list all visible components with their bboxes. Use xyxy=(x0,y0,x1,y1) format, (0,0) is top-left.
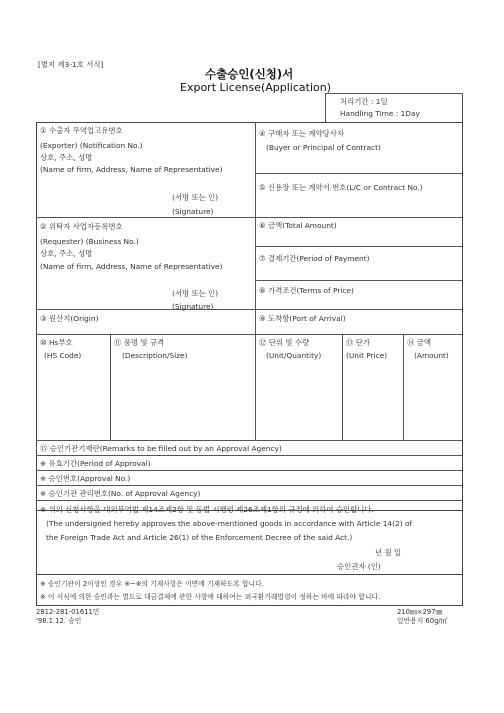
agency-number-label: ※ 승인기관 관리번호(No. of Approval Agency) xyxy=(40,489,201,498)
requester-sign-label-english: (Signature) xyxy=(172,302,214,311)
approval-statement-english-2: the Foreign Trade Act and Article 26(1) of the Enforcement Decree of the said Act.) xyxy=(46,533,353,542)
handling-time-korean: 처리기간 : 1일 xyxy=(340,97,388,106)
column-divider xyxy=(110,334,111,440)
requester-name-label: 상호, 주소, 성명 xyxy=(40,249,93,258)
exporter-label: ① 수출자 무역업고유번호 xyxy=(40,126,123,135)
buyer-label-english: (Buyer or Principal of Contract) xyxy=(266,143,381,152)
row-divider xyxy=(36,485,462,486)
row-divider xyxy=(36,440,462,441)
exporter-sign-label-english: (Signature) xyxy=(172,207,214,216)
row-divider xyxy=(255,246,462,247)
column-divider xyxy=(342,334,343,440)
note-foreign-exchange: ※ 이 서식에 의한 승인과는 별도로 대금결제에 관한 사항에 대하여는 외국환거래법령이 정하는 바에 따라야 합니다. xyxy=(40,593,381,601)
arrival-port-label: ⑨ 도착항(Port of Arrival) xyxy=(259,314,346,323)
approval-statement-english-1: (The undersigned hereby approves the above-mentioned goods in accordance with Article 14(2) of xyxy=(46,519,413,528)
form-title-english: Export License(Application) xyxy=(180,81,332,94)
row-divider xyxy=(255,173,462,174)
approval-number-label: ※ 승인번호(Approval No.) xyxy=(40,474,131,483)
exporter-label-english: (Exporter) (Notification No.) xyxy=(40,141,143,150)
approval-statement: ※ 위의 신청사항을 대외무역법 제14조제2항 및 동법 시행령 제26조제1항의 규정에 의하여 승인합니다. xyxy=(40,505,374,514)
buyer-label: ④ 구매자 또는 계약당사자 xyxy=(259,129,345,138)
note-multiple-agencies: ※ 승인기관이 2이상인 경우 ※~※의 기재사항은 이면에 기재하도록 합니다. xyxy=(40,580,264,588)
unit-price-header-english: (Unit Price) xyxy=(346,351,388,360)
form-title-korean: 수출승인(신청)서 xyxy=(205,67,294,81)
footer-paper-type: 일반용지 60g/㎡ xyxy=(397,617,448,625)
description-header: ⑪ 품명 및 규격 xyxy=(114,338,165,347)
requester-label: ② 위탁자 사업자등록번호 xyxy=(40,222,123,231)
validity-label: ※ 유효기간(Period of Approval) xyxy=(40,459,151,468)
origin-label: ③ 원산지(Origin) xyxy=(40,314,99,323)
requester-label-english: (Requester) (Business No.) xyxy=(40,237,139,246)
requester-sign-label: (서명 또는 인) xyxy=(172,289,219,298)
footer-paper-size: 210㎜×297㎜ xyxy=(397,608,443,616)
row-divider xyxy=(36,217,462,218)
exporter-sign-label: (서명 또는 인) xyxy=(172,193,219,202)
row-divider xyxy=(255,280,462,281)
form-reference: [별지 제3-1호 서식] xyxy=(38,60,104,69)
unit-price-header: ⑬ 단가 xyxy=(346,338,371,347)
exporter-name-label-english: (Name of firm, Address, Name of Representative) xyxy=(40,165,223,174)
exporter-name-label: 상호, 주소, 성명 xyxy=(40,153,93,162)
hs-code-header: ⑩ Hs부호 xyxy=(40,338,73,347)
column-divider xyxy=(403,334,404,440)
payment-period-label: ⑦ 결제기간(Period of Payment) xyxy=(259,254,370,263)
approval-date: 년 월 일 xyxy=(375,548,402,557)
quantity-header: ⑫ 단위 및 수량 xyxy=(259,338,310,347)
total-amount-label: ⑥ 금액(Total Amount) xyxy=(259,221,337,230)
handling-time-english: Handling Time : 1Day xyxy=(340,109,420,118)
row-divider xyxy=(36,309,462,310)
row-divider xyxy=(36,334,462,335)
quantity-header-english: (Unit/Quantity) xyxy=(266,351,322,360)
hs-code-header-english: (HS Code) xyxy=(44,351,82,360)
requester-name-label-english: (Name of firm, Address, Name of Representative) xyxy=(40,262,223,271)
remarks-label: ⑮ 승인기관기재란(Remarks to be filled out by an Approval Agency) xyxy=(40,444,282,453)
column-divider xyxy=(255,122,256,334)
column-divider xyxy=(255,334,256,440)
amount-header-english: (Amount) xyxy=(414,351,449,360)
row-divider xyxy=(36,455,462,456)
credit-number-label: ⑤ 신용장 또는 계약서 번호(L/C or Contract No.) xyxy=(259,183,423,192)
footer-approval-date: '98.1.12. 승인 xyxy=(36,617,82,625)
price-terms-label: ⑧ 가격조건(Terms of Price) xyxy=(259,286,354,295)
description-header-english: (Description/Size) xyxy=(122,351,188,360)
row-divider xyxy=(36,470,462,471)
approver-signature: 승인권자 (인) xyxy=(337,562,381,571)
footer-code: 2812-281-01611민 xyxy=(36,608,100,616)
amount-header: ⑭ 금액 xyxy=(407,338,432,347)
